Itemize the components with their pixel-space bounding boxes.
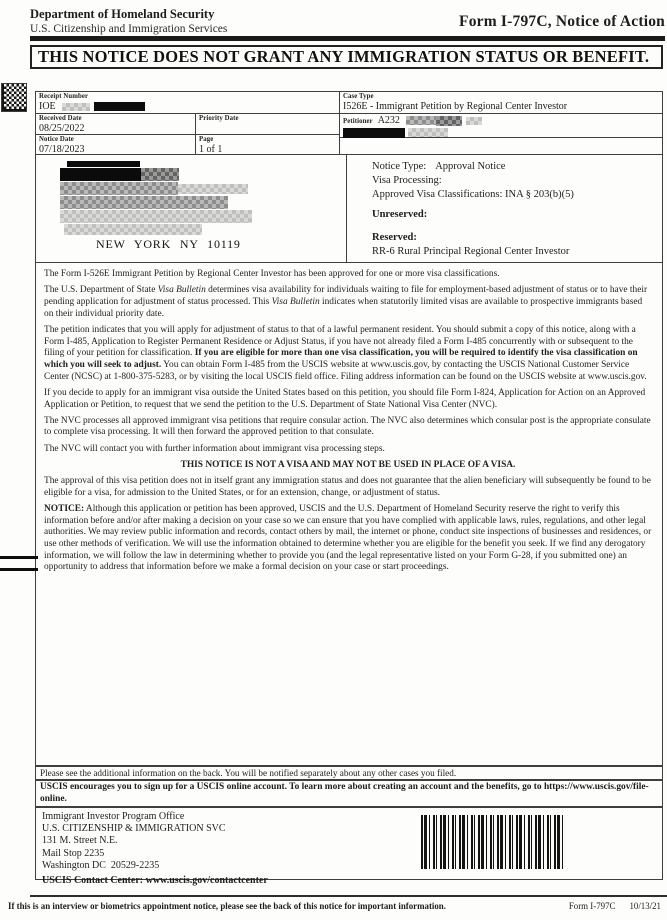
recipient-address-block bbox=[36, 155, 346, 262]
redaction-mosaic bbox=[178, 184, 248, 194]
visa-bulletin-italic: Visa Bulletin bbox=[157, 285, 206, 296]
footer-form-reference: Form I-797C 10/13/21 bbox=[568, 901, 661, 911]
redaction-mosaic bbox=[141, 168, 179, 181]
datamatrix-barcode-icon bbox=[2, 84, 26, 111]
receipt-number-label: Receipt Number bbox=[39, 93, 89, 100]
barcode bbox=[421, 815, 566, 869]
redaction-bar bbox=[343, 128, 405, 138]
body-paragraph: If you decide to apply for an immigrant visa outside the United States based on this petition, you should file Form I-824, Application for Action on an Approved Application or Petition, to request that we send the petition to the U.S. Department of State National Visa Center (NVC). bbox=[44, 387, 646, 410]
footer-important-note: If this is an interview or biometrics appointment notice, please see the back of this notice for important information. bbox=[8, 901, 446, 911]
unreserved-label: Unreserved: bbox=[372, 208, 428, 220]
page-label: Page bbox=[199, 136, 214, 143]
registration-mark bbox=[0, 568, 38, 571]
back-info-note: Please see the additional information on the back. You will be notified separately about any other cases you filed. bbox=[35, 766, 663, 780]
header-left bbox=[30, 7, 227, 36]
redaction-mosaic bbox=[406, 116, 436, 125]
body-paragraph: The Form I-526E Immigrant Petition by Regional Center Investor has been approved for one or more visa classifications. bbox=[44, 269, 500, 279]
case-type-label: Case Type bbox=[343, 93, 374, 100]
approved-classifications-line: Approved Visa Classifications: INA § 203(b)(5) bbox=[372, 189, 574, 201]
office-line: U.S. CITIZENSHIP & IMMIGRATION SVC bbox=[42, 823, 226, 835]
notice-date-value: 07/18/2023 bbox=[39, 144, 85, 155]
recipient-section bbox=[35, 154, 663, 263]
agency-name: Department of Homeland Security bbox=[30, 7, 215, 21]
office-line: Immigrant Investor Program Office bbox=[42, 811, 185, 822]
case-type-value: I526E - Immigrant Petition by Regional Center Investor bbox=[343, 101, 568, 112]
visa-bulletin-italic: Visa Bulletin bbox=[271, 296, 320, 307]
redaction-bar bbox=[94, 102, 145, 111]
reserved-label: Reserved: bbox=[372, 231, 417, 243]
page-value: 1 of 1 bbox=[199, 144, 223, 155]
office-address-box bbox=[35, 807, 663, 887]
visa-processing-line: Visa Processing: bbox=[372, 175, 442, 187]
petitioner-line2 bbox=[343, 127, 660, 138]
priority-date-cell bbox=[196, 114, 340, 135]
body-paragraph: The petition indicates that you will apply for adjustment of status to that of a lawful permanent resident. You should submit a copy of this notice, along with a Form I-485, Application to Register Permanent Residence or Adjust Status, if you have not already filed a Form I-485 concurrently with or subsequent to the filing of your petition for classification. If you are eligible for more than one visa classification, you will be required to identify the visa classification on which you will seek to adjust. You can obtain Form I-485 from the USCIS website at www.uscis.gov, by contacting the USCIS National Customer Service Center (NCSC) at 1-800-375-5283, or by visiting the local USCIS field office. Filing address information can be found on the USCIS website at www.uscis.gov. bbox=[44, 324, 647, 382]
body-paragraph: The approval of this visa petition does not in itself grant any immigration status and does not guarantee that the alien beneficiary will subsequently be found to be eligible for a visa, for admission to the United States, or for an extension, change, or adjustment of status. bbox=[44, 476, 651, 498]
contact-center-line: USCIS Contact Center: www.uscis.gov/contactcenter bbox=[42, 875, 268, 887]
page-cell bbox=[196, 135, 340, 155]
body-paragraph: The NVC processes all approved immigrant visa petitions that require consular action. The NVC also determines which consular post is the appropriate consulate to complete visa processing. It will then forward the approved petition to that consulate. bbox=[44, 415, 651, 438]
footer-rule bbox=[30, 895, 667, 897]
page-header bbox=[30, 7, 665, 36]
header-divider-bar bbox=[30, 36, 665, 41]
redaction-mosaic bbox=[64, 224, 202, 235]
body-paragraph: The U.S. Department of State Visa Bulletin determines visa availability for individuals waiting to file for employment-based adjustment of status or to have their pending application for adjustment of status processed. This Visa Bulletin indicates when statutorily limited visas are available to prospective immigrants based on their individual priority date. bbox=[44, 285, 648, 319]
office-line: Mail Stop 2235 bbox=[42, 847, 105, 859]
redaction-mosaic bbox=[60, 210, 252, 223]
notice-info-block bbox=[346, 155, 664, 262]
sub-agency-name: U.S. Citizenship and Immigration Services bbox=[30, 23, 228, 35]
petitioner-line1: Petitioner A232 bbox=[343, 115, 660, 126]
notice-type-line: Notice Type: Approval Notice bbox=[372, 161, 506, 172]
body-paragraph: The NVC will contact you with further information about immigrant visa processing steps. bbox=[44, 443, 385, 454]
redaction-mosaic bbox=[60, 196, 228, 209]
not-a-visa-notice: THIS NOTICE IS NOT A VISA AND MAY NOT BE USED IN PLACE OF A VISA. bbox=[180, 459, 516, 470]
priority-date-label: Priority Date bbox=[199, 115, 239, 122]
notice-date-cell bbox=[36, 135, 196, 155]
redaction-mosaic bbox=[60, 182, 178, 195]
form-title: Form I-797C, Notice of Action bbox=[459, 13, 665, 30]
redaction-bar bbox=[67, 161, 140, 167]
notice-banner: THIS NOTICE DOES NOT GRANT ANY IMMIGRATION STATUS OR BENEFIT. bbox=[30, 45, 663, 69]
online-account-note: USCIS encourages you to sign up for a USCIS online account. To learn more about creating an account and the benefits, go to https://www.uscis.gov/file-online. bbox=[35, 780, 663, 807]
reserved-value: RR-6 Rural Principal Regional Center Investor bbox=[372, 246, 570, 258]
notice-date-label: Notice Date bbox=[39, 136, 74, 143]
redaction-bar bbox=[60, 168, 141, 181]
redaction-mosaic bbox=[62, 103, 90, 111]
case-type-cell bbox=[340, 92, 663, 114]
redaction-mosaic bbox=[436, 116, 462, 126]
receipt-number-cell bbox=[36, 92, 340, 114]
office-line: 131 M. Street N.E. bbox=[42, 835, 118, 847]
received-date-value: 08/25/2022 bbox=[39, 123, 85, 134]
receipt-number-value: IOE bbox=[39, 101, 336, 112]
footer bbox=[8, 901, 663, 911]
received-date-cell bbox=[36, 114, 196, 135]
notice-body bbox=[35, 262, 663, 766]
redaction-mosaic bbox=[408, 128, 448, 137]
recipient-city-line: NEW YORK NY 10119 bbox=[96, 237, 241, 251]
redaction-mosaic bbox=[466, 117, 482, 125]
body-paragraph: NOTICE: Although this application or petition has been approved, USCIS and the U.S. Department of Homeland Security reserve the right to verify this information before and/or after making a decision on your case so we can ensure that you have complied with applicable laws, rules, regulations, and other legal authorities. We may review public information and records, contact others by mail, the internet or phone, conduct site inspections of businesses and residences, or use other methods of verification. We will use the information obtained to determine whether you are eligible for the benefit you seek. If we find any derogatory information, we will follow the law in determining whether to provide you (and the legal representative listed on your Form G-28, if you submitted one) an opportunity to address that information before we make a formal decision on your case or start proceedings. bbox=[44, 503, 652, 573]
case-table bbox=[35, 91, 663, 155]
petitioner-cell bbox=[340, 114, 663, 138]
registration-mark bbox=[0, 556, 38, 559]
received-date-label: Received Date bbox=[39, 115, 82, 122]
office-line: Washington DC 20529-2235 bbox=[42, 859, 160, 871]
